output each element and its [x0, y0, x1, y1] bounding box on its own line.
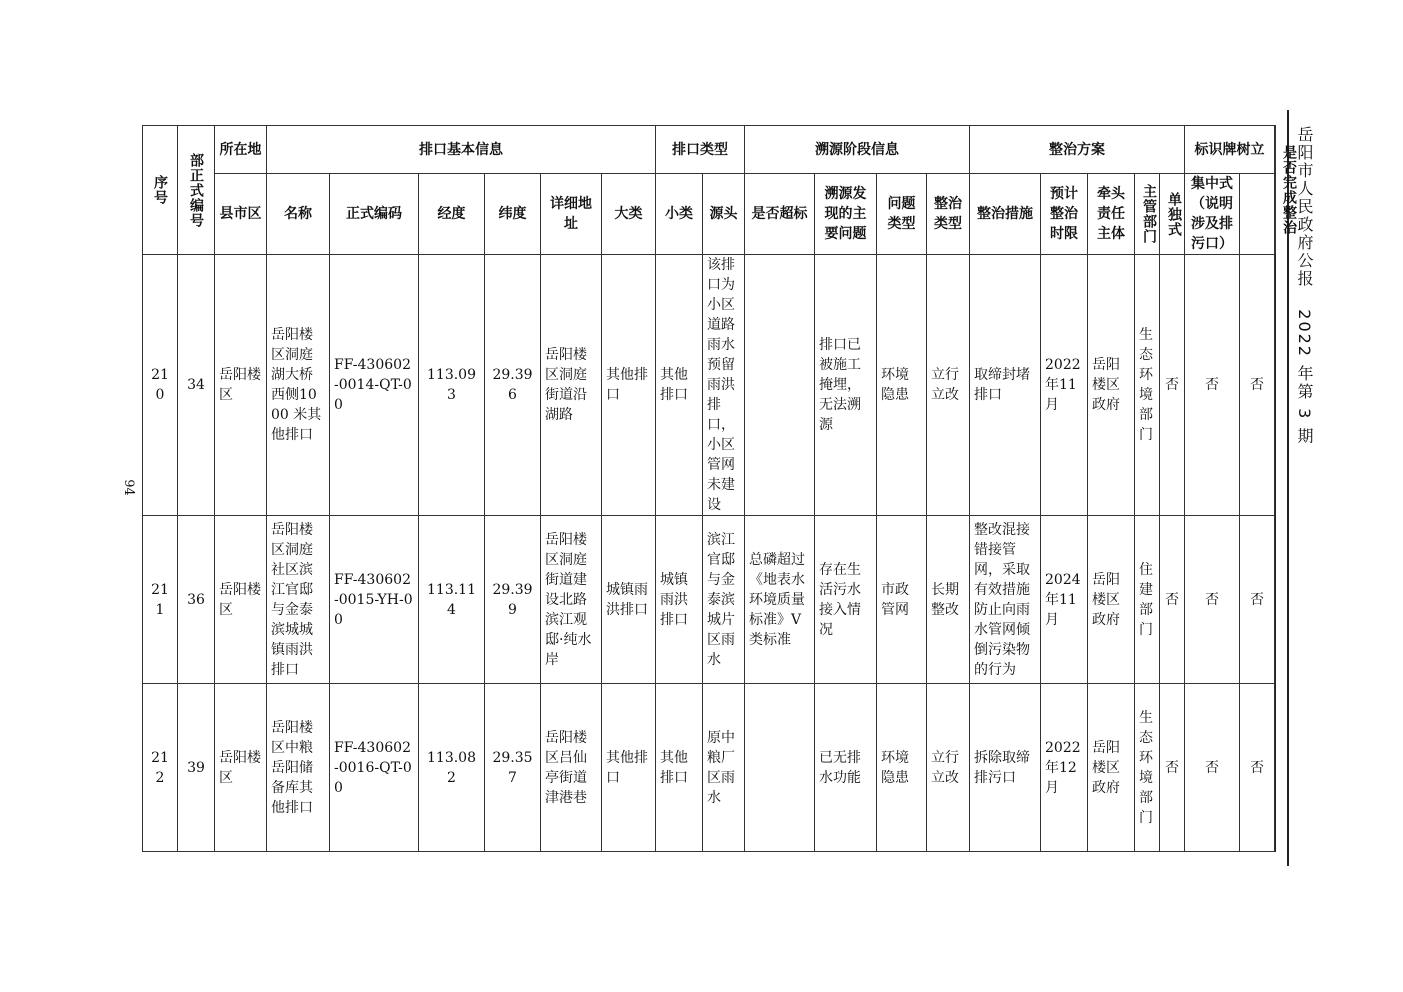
- cell-latitude: 29.357: [485, 684, 541, 852]
- cell-dept: 生态环境部门: [1135, 255, 1160, 516]
- header-source: 源头: [703, 174, 745, 255]
- cell-longitude: 113.093: [419, 255, 485, 516]
- header-code: 正式编码: [330, 174, 419, 255]
- cell-name: 岳阳楼区中粮岳阳储备库其他排口: [267, 684, 330, 852]
- cell-major-type: 其他排口: [602, 255, 656, 516]
- header-longitude: 经度: [419, 174, 485, 255]
- header-row-top: [143, 126, 1276, 174]
- header-exceed: 是否超标: [745, 174, 815, 255]
- cell-single: 否: [1160, 516, 1185, 684]
- cell-central: 否: [1185, 516, 1240, 684]
- header-plan-group: 整治方案: [970, 126, 1185, 174]
- header-problem-type: 问题类型: [877, 174, 927, 255]
- page-number: 94: [120, 479, 136, 496]
- cell-code: FF-430602-0015-YH-00: [330, 516, 419, 684]
- cell-address: 岳阳楼区洞庭街道沿湖路: [541, 255, 602, 516]
- header-completed: 是否完成整治: [1275, 126, 1276, 255]
- header-deadline: 预计整治时限: [1041, 174, 1088, 255]
- header-row-sub: [143, 174, 1276, 255]
- cell-dept-code: 34: [178, 255, 215, 516]
- header-major-type: 大类: [602, 174, 656, 255]
- header-name: 名称: [267, 174, 330, 255]
- outlet-table: [142, 125, 1297, 852]
- cell-lead-body: 岳阳楼区政府: [1088, 255, 1135, 516]
- header-measures: 整治措施: [970, 174, 1041, 255]
- cell-central: 否: [1185, 684, 1240, 852]
- header-dept: 主管部门: [1135, 174, 1160, 255]
- table-row: [143, 255, 1276, 516]
- cell-minor-type: 其他排口: [656, 255, 703, 516]
- header-central: 集中式（说明涉及排污口）: [1185, 174, 1240, 255]
- header-single: 单独式: [1160, 174, 1185, 255]
- cell-address: 岳阳楼区洞庭街道建设北路滨江观邸·纯水岸: [541, 516, 602, 684]
- cell-latitude: 29.399: [485, 516, 541, 684]
- cell-seq: 210: [143, 255, 178, 516]
- cell-minor-type: 其他排口: [656, 684, 703, 852]
- cell-measures: 拆除取缔排污口: [970, 684, 1041, 852]
- cell-plan-type: 立行立改: [927, 255, 970, 516]
- cell-source: 原中粮厂区雨水: [703, 684, 745, 852]
- header-plan-type: 整治类型: [927, 174, 970, 255]
- cell-central: 否: [1185, 255, 1240, 516]
- cell-problem-type: 市政管网: [877, 516, 927, 684]
- header-trace-group: 溯源阶段信息: [745, 126, 970, 174]
- header-seq: 序号: [143, 126, 178, 255]
- cell-major-type: 城镇雨洪排口: [602, 516, 656, 684]
- cell-completed: 否: [1240, 684, 1275, 852]
- cell-deadline: 2022年11月: [1041, 255, 1088, 516]
- header-outlet-basic-group: 排口基本信息: [267, 126, 656, 174]
- header-latitude: 纬度: [485, 174, 541, 255]
- cell-major-type: 其他排口: [602, 684, 656, 852]
- cell-measures: 取缔封堵排口: [970, 255, 1041, 516]
- issue-number: 2022 年第 3 期: [1295, 309, 1314, 446]
- header-outlet-type-group: 排口类型: [656, 126, 745, 174]
- header-county: 县市区: [215, 174, 267, 255]
- cell-problem-type: 环境隐患: [877, 255, 927, 516]
- cell-latitude: 29.396: [485, 255, 541, 516]
- cell-lead-body: 岳阳楼区政府: [1088, 516, 1135, 684]
- header-sign-group: 标识牌树立: [1185, 126, 1275, 174]
- cell-deadline: 2024年11月: [1041, 516, 1088, 684]
- cell-problem-type: 环境隐患: [877, 684, 927, 852]
- cell-exceed: [745, 255, 815, 516]
- header-lead-body: 牵头责任主体: [1088, 174, 1135, 255]
- cell-plan-type: 长期整改: [927, 516, 970, 684]
- cell-longitude: 113.082: [419, 684, 485, 852]
- cell-dept: 生态环境部门: [1135, 684, 1160, 852]
- cell-name: 岳阳楼区洞庭社区滨江官邸与金泰滨城城镇雨洪排口: [267, 516, 330, 684]
- cell-measures: 整改混接错接管网，采取有效措施防止向雨水管网倾倒污染物的行为: [970, 516, 1041, 684]
- header-main-problem: 溯源发现的主要问题: [815, 174, 877, 255]
- cell-single: 否: [1160, 684, 1185, 852]
- cell-main-problem: 存在生活污水接入情况: [815, 516, 877, 684]
- cell-main-problem: 已无排水功能: [815, 684, 877, 852]
- cell-seq: 212: [143, 684, 178, 852]
- header-dept-code: 部正式编号: [178, 126, 215, 255]
- header-location-group: 所在地: [215, 126, 267, 174]
- cell-main-problem: 排口已被施工掩埋，无法溯源: [815, 255, 877, 516]
- cell-lead-body: 岳阳楼区政府: [1088, 684, 1135, 852]
- cell-completed: 否: [1240, 516, 1275, 684]
- cell-dept-code: 39: [178, 684, 215, 852]
- cell-plan-type: 立行立改: [927, 684, 970, 852]
- cell-exceed: [745, 684, 815, 852]
- cell-exceed: 总磷超过《地表水环境质量标准》V类标准: [745, 516, 815, 684]
- cell-address: 岳阳楼区吕仙亭街道津港巷: [541, 684, 602, 852]
- cell-seq: 211: [143, 516, 178, 684]
- cell-deadline: 2022年12月: [1041, 684, 1088, 852]
- publication-title: 岳阳市人民政府公报: [1295, 126, 1314, 288]
- header-minor-type: 小类: [656, 174, 703, 255]
- cell-name: 岳阳楼区洞庭湖大桥西侧1000 米其他排口: [267, 255, 330, 516]
- cell-code: FF-430602-0016-QT-00: [330, 684, 419, 852]
- table-row: [143, 684, 1276, 852]
- cell-minor-type: 城镇雨洪排口: [656, 516, 703, 684]
- cell-county: 岳阳楼区: [215, 516, 267, 684]
- header-address: 详细地址: [541, 174, 602, 255]
- table-row: [143, 516, 1276, 684]
- cell-code: FF-430602-0014-QT-00: [330, 255, 419, 516]
- cell-county: 岳阳楼区: [215, 255, 267, 516]
- cell-dept-code: 36: [178, 516, 215, 684]
- cell-dept: 住建部门: [1135, 516, 1160, 684]
- cell-single: 否: [1160, 255, 1185, 516]
- cell-county: 岳阳楼区: [215, 684, 267, 852]
- cell-completed: 否: [1240, 255, 1275, 516]
- cell-source: 该排口为小区道路雨水预留雨洪排口，小区管网未建设: [703, 255, 745, 516]
- cell-longitude: 113.114: [419, 516, 485, 684]
- cell-source: 滨江官邸与金泰滨城片区雨水: [703, 516, 745, 684]
